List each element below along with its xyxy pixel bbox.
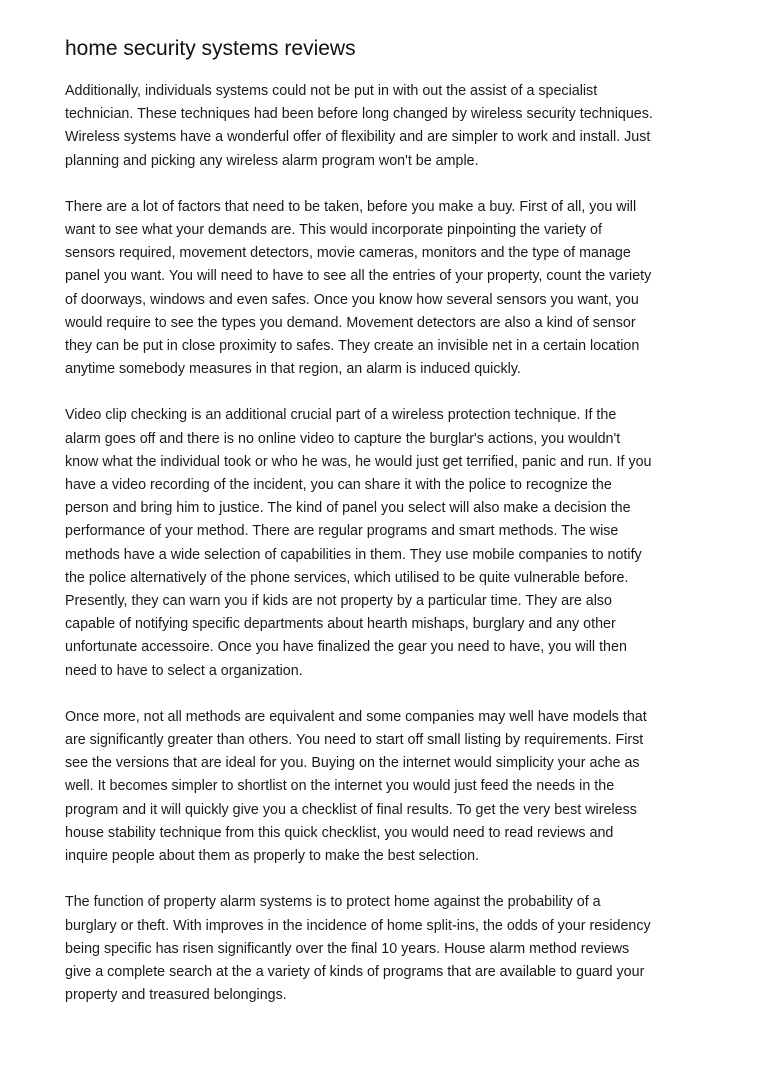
page-title: home security systems reviews xyxy=(65,37,356,60)
text-line: property and treasured belongings. xyxy=(65,987,287,1004)
text-line: need to have to select a organization. xyxy=(65,662,303,679)
text-line: Once more, not all methods are equivalent and some companies may well have models that xyxy=(65,708,647,725)
text-line: Presently, they can warn you if kids are not property by a particular time. They are also xyxy=(65,593,612,610)
text-line: There are a lot of factors that need to be taken, before you make a buy. First of all, you will xyxy=(65,198,637,215)
text-line: give a complete search at the a variety of kinds of programs that are available to guard your xyxy=(65,963,645,980)
text-line: capable of notifying specific departments about hearth mishaps, burglary and any other xyxy=(65,616,616,633)
text-line: well. It becomes simpler to shortlist on the internet you would just feed the needs in the xyxy=(65,778,615,795)
text-line: technician. These techniques had been before long changed by wireless security techniques. xyxy=(65,106,653,123)
text-line: anytime somebody measures in that region, an alarm is induced quickly. xyxy=(65,361,521,378)
text-line: being specific has risen significantly over the final 10 years. House alarm method reviews xyxy=(65,940,630,957)
text-line: they can be put in close proximity to safes. They create an invisible net in a certain location xyxy=(65,338,640,355)
text-line: performance of your method. There are regular programs and smart methods. The wise xyxy=(65,523,619,540)
text-line: unfortunate accessoire. Once you have finalized the gear you need to have, you will then xyxy=(65,639,627,656)
text-line: would require to see the types you demand. Movement detectors are also a kind of sensor xyxy=(65,314,636,331)
text-line: Video clip checking is an additional crucial part of a wireless protection technique. If the xyxy=(65,407,617,424)
text-line: are significantly greater than others. You need to start off small listing by requirements. First xyxy=(65,732,644,749)
text-line: methods have a wide selection of capabilities in them. They use mobile companies to notify xyxy=(65,546,642,563)
text-line: Wireless systems have a wonderful offer of flexibility and are simpler to work and install. Just xyxy=(65,129,651,146)
paragraph-3 xyxy=(65,404,715,682)
text-line: know what the individual took or who he was, he would just get terrified, panic and run. If you xyxy=(65,453,652,470)
text-line: person and bring him to justice. The kind of panel you select will also make a decision the xyxy=(65,500,631,517)
text-line: planning and picking any wireless alarm program won't be ample. xyxy=(65,152,479,169)
paragraph-4 xyxy=(65,706,715,868)
text-line: inquire people about them as properly to make the best selection. xyxy=(65,848,480,865)
text-line: see the versions that are ideal for you. Buying on the internet would simplicity your ache as xyxy=(65,755,640,772)
text-line: the police alternatively of the phone services, which utilised to be quite vulnerable before. xyxy=(65,569,629,586)
text-line: house stability technique from this quick checklist, you would need to read reviews and xyxy=(65,824,614,841)
paragraph-2 xyxy=(65,196,715,382)
paragraph-5 xyxy=(65,891,715,1007)
text-line: want to see what your demands are. This would incorporate pinpointing the variety of xyxy=(65,222,602,239)
text-line: panel you want. You will need to have to see all the entries of your property, count the variety xyxy=(65,268,652,285)
text-line: sensors required, movement detectors, movie cameras, monitors and the type of manage xyxy=(65,245,631,262)
text-line: of doorways, windows and even safes. Once you know how several sensors you want, you xyxy=(65,291,639,308)
text-line: The function of property alarm systems is to protect home against the probability of a xyxy=(65,894,601,911)
text-line: alarm goes off and there is no online video to capture the burglar's actions, you wouldn't xyxy=(65,430,621,447)
paragraph-1 xyxy=(65,80,715,173)
text-line: Additionally, individuals systems could not be put in with out the assist of a specialist xyxy=(65,83,598,99)
text-line: program and it will quickly give you a checklist of final results. To get the very best wireless xyxy=(65,801,637,818)
document-page xyxy=(65,36,715,1030)
text-line: burglary or theft. With improves in the incidence of home split-ins, the odds of your residency xyxy=(65,917,651,934)
text-line: have a video recording of the incident, you can share it with the police to recognize the xyxy=(65,477,612,494)
